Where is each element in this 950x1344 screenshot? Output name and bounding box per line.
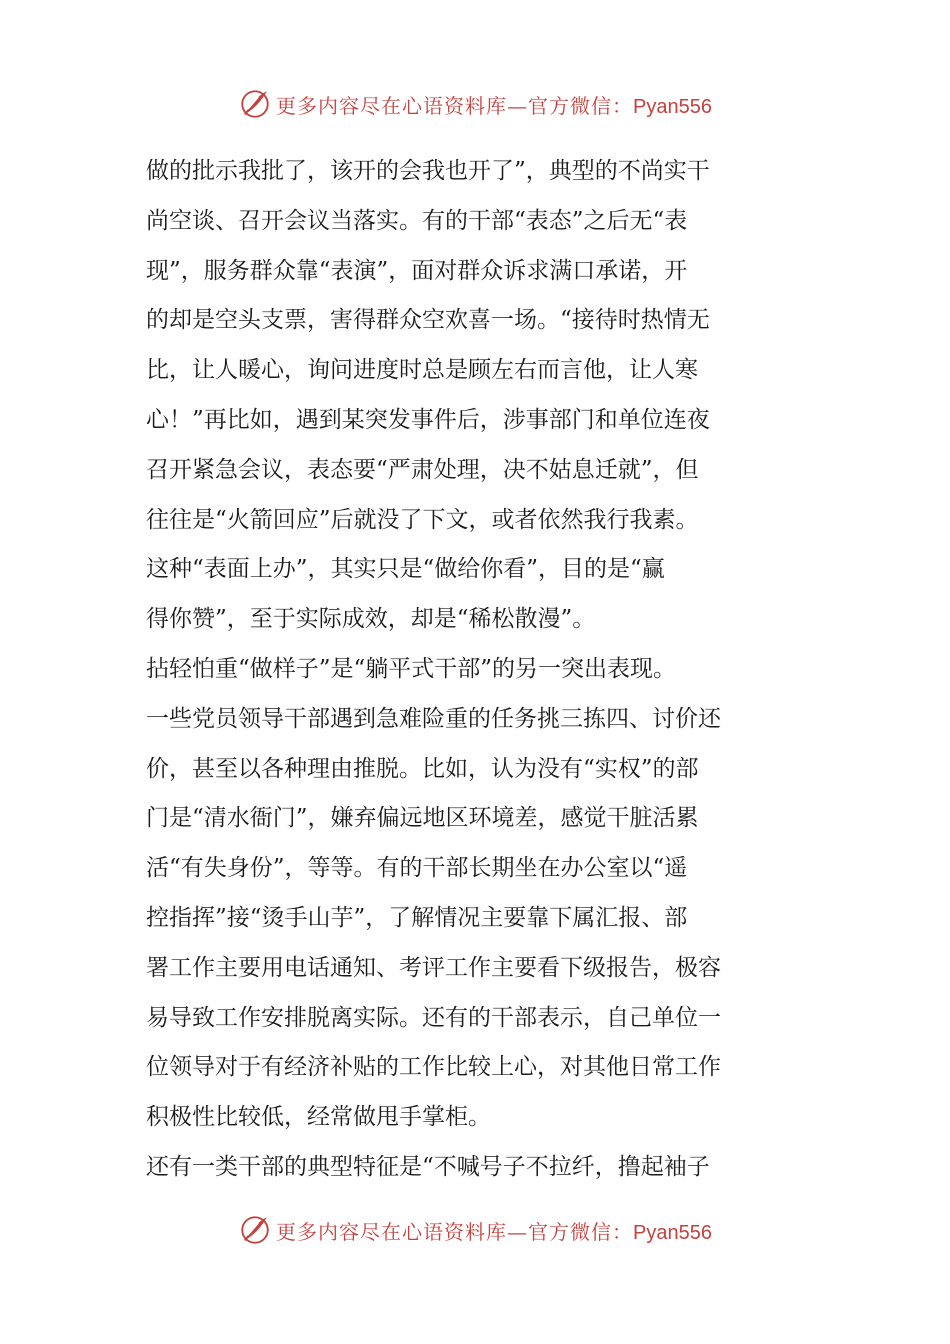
text-line: 门是“清水衙门”，嫌弃偏远地区环境差，感觉干脏活累 <box>146 805 699 832</box>
text-line: 还有一类干部的典型特征是“不喊号子不拉纤，撸起袖子 <box>146 1153 710 1180</box>
text-line: 尚空谈、召开会议当落实。有的干部“表态”之后无“表 <box>146 207 688 234</box>
text-line: 拈轻怕重“做样子”是“躺平式干部”的另一突出表现。 <box>146 655 677 682</box>
text-line: 得你赞”，至于实际成效，却是“稀松散漫”。 <box>146 606 596 633</box>
text-line: 控指挥”接“烫手山芋”，了解情况主要靠下属汇报、部 <box>146 904 688 931</box>
wechat-id: Pyan556 <box>633 95 712 118</box>
text-line: 现”，服务群众靠“表演”，面对群众诉求满口承诺，开 <box>146 257 688 284</box>
text-line: 一些党员领导干部遇到急难险重的任务挑三拣四、讨价还 <box>146 705 721 732</box>
pen-logo-icon <box>238 87 272 121</box>
text-line: 心！”再比如，遇到某突发事件后，涉事部门和单位连夜 <box>146 406 710 433</box>
text-line: 积极性比较低，经常做甩手掌柜。 <box>146 1104 491 1131</box>
document-body <box>146 147 806 1193</box>
text-line: 易导致工作安排脱离实际。还有的干部表示，自己单位一 <box>146 1004 721 1031</box>
text-line: 价，甚至以各种理由推脱。比如，认为没有“实权”的部 <box>146 755 699 782</box>
header-watermark-text: 更多内容尽在心语资料库—官方微信：Pyan556 <box>276 93 712 118</box>
text-line: 召开紧急会议，表态要“严肃处理，决不姑息迁就”，但 <box>146 456 699 483</box>
footer-watermark-text: 更多内容尽在心语资料库—官方微信：Pyan556 <box>276 1219 712 1244</box>
wechat-id: Pyan556 <box>633 1221 712 1244</box>
text-line: 活“有失身份”，等等。有的干部长期坐在办公室以“遥 <box>146 855 688 882</box>
text-line: 这种“表面上办”，其实只是“做给你看”，目的是“赢 <box>146 556 665 583</box>
text-line: 的却是空头支票，害得群众空欢喜一场。“接待时热情无 <box>146 307 710 334</box>
pen-logo-icon <box>238 1213 272 1247</box>
text-line: 做的批示我批了，该开的会我也开了”，典型的不尚实干 <box>146 158 710 184</box>
text-line: 署工作主要用电话通知、考评工作主要看下级报告，极容 <box>146 954 721 981</box>
footer-watermark <box>0 1210 950 1250</box>
text-line: 比，让人暖心，询问进度时总是顾左右而言他，让人寒 <box>146 357 698 384</box>
text-line: 往往是“火箭回应”后就没了下文，或者依然我行我素。 <box>146 506 699 533</box>
header-watermark <box>0 84 950 124</box>
text-line: 位领导对于有经济补贴的工作比较上心，对其他日常工作 <box>146 1054 721 1081</box>
